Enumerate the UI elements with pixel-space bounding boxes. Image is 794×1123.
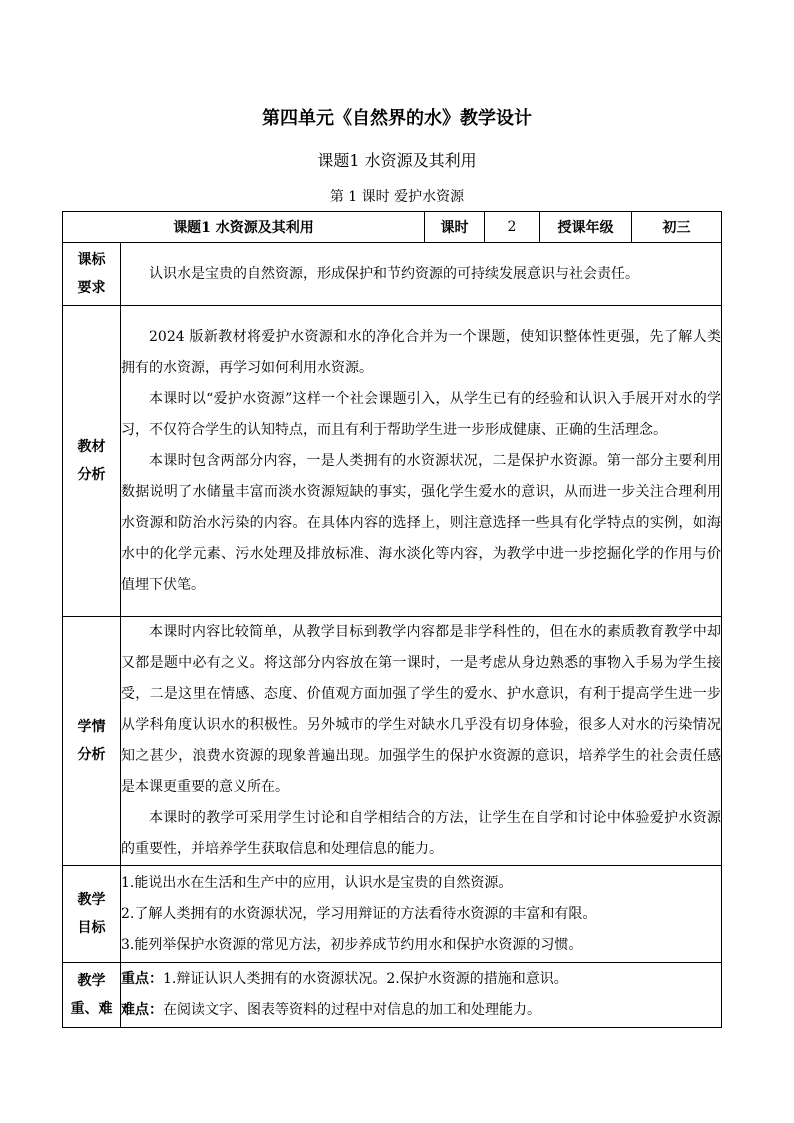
lesson-period: 第 1 课时 爱护水资源 (329, 189, 465, 205)
curriculum-standard-row (63, 243, 722, 306)
difficult-point (121, 995, 721, 1026)
goal-item: 3.能列举保护水资源的常见方法，初步养成节约用水和保护水资源的习惯。 (121, 936, 583, 953)
goal-item: 1.能说出水在生活和生产中的应用，认识水是宝贵的自然资源。 (121, 874, 513, 891)
grade-label: 授课年级 (540, 212, 632, 243)
key-difficult-row (63, 963, 722, 1028)
lesson-topic: 课题1 水资源及其利用 (317, 151, 477, 170)
label-line: 重、难 (70, 1001, 113, 1017)
standard-text: 认识水是宝贵的自然资源，形成保护和节约资源的可持续发展意识与社会责任。 (149, 265, 639, 282)
learner-analysis-label (63, 617, 121, 866)
label-line: 课标 (77, 252, 106, 268)
material-paragraph: 本课时以“爱护水资源”这样一个社会课题引入，从学生已有的经验和认识入手展开对水的学习，不仅符合学生的认知特点，而且有利于帮助学生进一步形成健康、正确的生活理念。 (121, 390, 721, 438)
topic-cell: 课题1 水资源及其利用 (63, 212, 425, 243)
key-point-text: 1.辩证认识人类拥有的水资源状况。2.保护水资源的措施和意识。 (163, 971, 568, 987)
difficult-point-text: 在阅读文字、图表等资料的过程中对信息的加工和处理能力。 (163, 1002, 541, 1018)
hours-label: 课时 (425, 212, 485, 243)
label-line: 目标 (77, 920, 106, 936)
learner-paragraph: 本课时内容比较简单，从教学目标到教学内容都是非学科性的，但在水的素质教育教学中却又都是题中必有之义。将这部分内容放在第一课时，一是考虑从身边熟悉的事物入手易为学生接受，二是这里在情感、态度、价值观方面加强了学生的爱水、护水意识，有利于提高学生进一步从学科角度认识水的积极性。另外城市的学生对缺水几乎没有切身体验，很多人对水的污染情况知之甚少，浪费水资源的现象普遍出现。加强学生的保护水资源的意识，培养学生的社会责任感是本课更重要的意义所在。 (121, 624, 721, 795)
material-analysis-content (121, 306, 722, 617)
lesson-plan-table (62, 211, 722, 1028)
label-line: 分析 (77, 467, 106, 483)
material-analysis-row (63, 306, 722, 617)
teaching-goals-label (63, 866, 121, 963)
label-line: 教材 (77, 439, 106, 455)
teaching-goals-content (121, 866, 722, 963)
learner-analysis-row (63, 617, 722, 866)
label-line: 要求 (77, 280, 106, 296)
curriculum-standard-label (63, 243, 121, 306)
learner-analysis-content (121, 617, 722, 866)
difficult-point-label: 难点： (121, 1002, 163, 1018)
material-analysis-label (63, 306, 121, 617)
material-paragraph: 本课时包含两部分内容，一是人类拥有的水资源状况，二是保护水资源。第一部分主要利用数据说明了水储量丰富而淡水资源短缺的事实，强化学生爱水的意识，从而进一步关注合理利用水资源和防治水污染的内容。在具体内容的选择上，则注意选择一些具有化学特点的实例，如海水中的化学元素、污水处理及排放标准、海水淡化等内容，为教学中进一步挖掘化学的作用与价值埋下伏笔。 (121, 452, 721, 593)
material-paragraph: 2024 版新教材将爱护水资源和水的净化合并为一个课题，使知识整体性更强，先了解人类拥有的水资源，再学习如何利用水资源。 (121, 328, 721, 376)
document-title: 第四单元《自然界的水》教学设计 (262, 108, 532, 129)
key-difficult-label (63, 963, 121, 1028)
label-line: 分析 (77, 747, 106, 763)
key-difficult-content (121, 963, 722, 1028)
curriculum-standard-content (121, 243, 722, 306)
hours-value: 2 (485, 212, 540, 243)
goal-item: 2.了解人类拥有的水资源状况，学习用辩证的方法看待水资源的丰富和有限。 (121, 905, 597, 922)
key-point (121, 964, 721, 995)
label-line: 学情 (77, 719, 106, 735)
header-row (63, 212, 722, 243)
learner-paragraph: 本课时的教学可采用学生讨论和自学相结合的方法，让学生在自学和讨论中体验爱护水资源的重要性，并培养学生获取信息和处理信息的能力。 (121, 810, 721, 857)
label-line: 教学 (77, 892, 106, 908)
label-line: 教学 (77, 973, 106, 989)
grade-value: 初三 (632, 212, 722, 243)
key-point-label: 重点： (121, 971, 163, 987)
teaching-goals-row (63, 866, 722, 963)
